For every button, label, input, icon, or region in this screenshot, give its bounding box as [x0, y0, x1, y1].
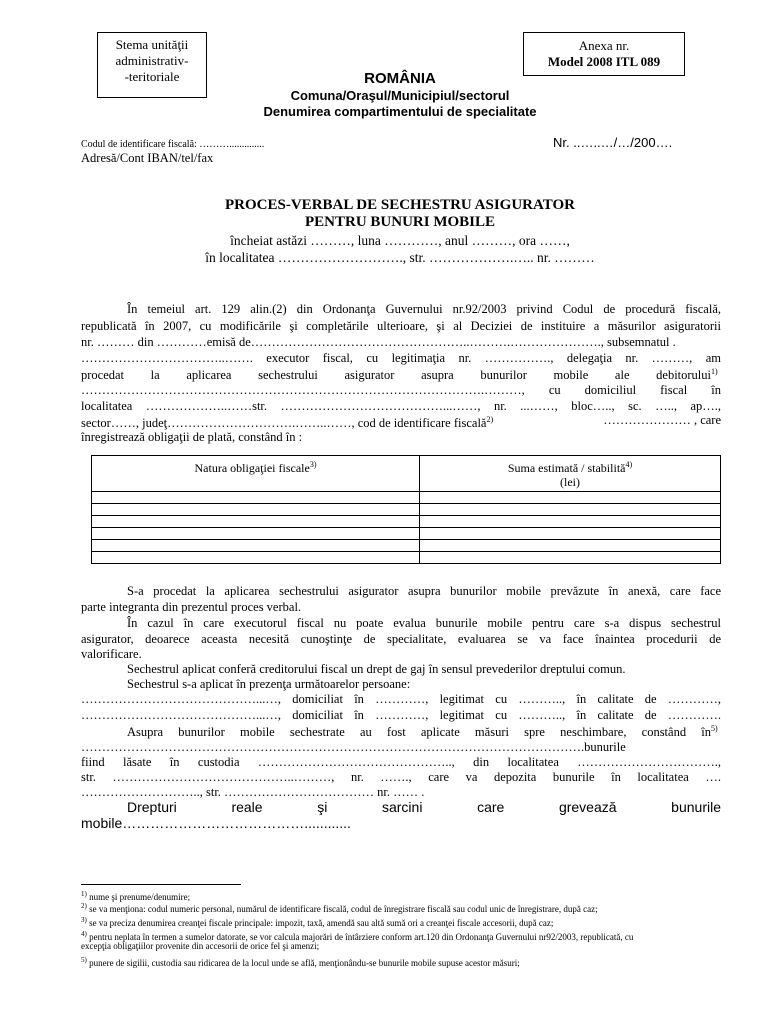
paragraph-line: ……………………………………...…, domiciliat în …………, legitimat cu ……….., în calitate de …………. — [81, 708, 721, 722]
footnote-ref: 1) — [711, 367, 718, 376]
paragraph-text: ………………… , care — [603, 413, 721, 427]
closing-line: mobile…………………………………............ — [81, 815, 351, 831]
address-field: Adresă/Cont IBAN/tel/fax — [81, 151, 214, 165]
table-row[interactable] — [92, 540, 721, 552]
footnote: $^{1)}$ nume şi prenume/denumire; — [81, 890, 191, 902]
model-label: Model 2008 ITL 089 — [547, 54, 661, 69]
paragraph-line: ……………………….., str. ……………………………… nr. …… . — [81, 785, 425, 799]
table-row[interactable] — [92, 552, 721, 564]
coat-of-arms-box — [97, 32, 207, 98]
table-row[interactable] — [92, 504, 721, 516]
paragraph-line: valorificare. — [81, 647, 142, 661]
table-row[interactable] — [92, 492, 721, 504]
footnote: $^{5)}$ punere de sigilii, custodia sau ridicarea de la locul unde se află, menţionându-se bunurile mobile supuse acestor măsuri; — [81, 956, 520, 968]
paragraph-line: str. ……………………………………..………, nr. ……., care va depozita bunurile în localitatea …. — [81, 770, 721, 784]
paragraph-line: parte integranta din prezentul proces verbal. — [81, 600, 302, 614]
country-title: ROMÂNIA — [364, 70, 436, 87]
footnote-divider — [81, 884, 241, 885]
fiscal-code-field: Codul de identificare fiscală: ……….............. — [81, 139, 265, 150]
table-row[interactable] — [92, 528, 721, 540]
document-number: Nr. ..…..…/…/200…. — [553, 135, 673, 150]
footnote: excepţia obligaţiilor provenite din accesorii de orice fel şi amenzi; — [81, 941, 320, 951]
footnote-mark: 1) — [81, 890, 87, 898]
stema-line: administrativ- — [115, 53, 189, 68]
footnote-ref: 3) — [309, 460, 317, 469]
footnote: $^{4)}$ pentru neplata în termen a sumelor datorate, se vor calcula majorări de întârziere conform art.120 din Ordonanţa Guvernului nr92/2003, republicată, cu — [81, 930, 634, 942]
paragraph-line: …………………………………………………………………………………….………, cu domiciliul fiscal în — [81, 383, 721, 397]
paragraph-text: Asupra bunurilor mobile sechestrate au fost aplicate măsuri spre neschimbare, constând în — [127, 725, 711, 740]
footnote-mark: 3) — [81, 916, 87, 924]
paragraph-line: În temeiul art. 129 alin.(2) din Ordonanţa Guvernului nr.92/2003 privind Codul de procedură fiscală, — [127, 302, 721, 316]
paragraph-line: înregistrează obligaţii de plată, constând în : — [81, 430, 303, 444]
obligations-table-wrap — [91, 455, 721, 564]
paragraph-line: asigurator, deoarece aceasta necesită cunoştinţe de specialitate, evaluarea se va face înaintea procedurii de — [81, 632, 721, 646]
annex-label: Anexa nr. — [578, 38, 630, 53]
footnote-ref: 2) — [486, 415, 494, 424]
column-header-nature: Natura obligaţiei fiscale$^{3)}$ — [92, 456, 420, 492]
paragraph-line: republicată în 2007, cu modificările şi completările ulterioare, şi al Deciziei de instituire a măsurilor asiguratorii — [81, 319, 721, 333]
table-row[interactable] — [92, 516, 721, 528]
document-title: PROCES-VERBAL DE SECHESTRU ASIGURATOR — [225, 197, 575, 213]
paragraph-line: ……………………………..……. executor fiscal, cu legitimaţia nr. ……………., delegaţia nr. ………, am — [81, 351, 721, 365]
stema-line: -teritoriale — [124, 69, 180, 84]
document-subtitle: PENTRU BUNURI MOBILE — [304, 214, 496, 230]
paragraph-line: ……………………………………...…, domiciliat în …………, legitimat cu ……….., în calitate de …………, — [81, 692, 721, 706]
paragraph-text: procedat la aplicarea sechestrului asigurator asupra bunurilor mobile ale debitorului — [81, 368, 711, 383]
footnote-ref: 5) — [711, 724, 718, 733]
footnote-ref: 4) — [625, 460, 633, 469]
column-header-amount: Suma estimată / stabilită$^{4)}$ (lei) — [420, 456, 721, 492]
footnote: $^{3)}$ se va preciza denumirea creanţei fiscale principale: impozit, taxă, amendă sau altă sumă ori a creanţei fiscale accesorii, după caz; — [81, 916, 554, 928]
footnote-mark: 2) — [81, 902, 87, 910]
stema-line: Stema unităţii — [115, 37, 189, 52]
paragraph-line: fiind lăsate în custodia ……………………………………….., din localitatea ……………………………., — [81, 755, 721, 769]
obligations-table — [91, 455, 721, 564]
paragraph-line: Sechestrul aplicat conferă creditorului fiscal un drept de gaj în sensul prevederilor dreptului comun. — [127, 662, 626, 676]
paragraph-text: sector……, judeţ………………………….……..……, cod de identificare fiscală — [81, 416, 487, 431]
paragraph-line — [127, 721, 721, 740]
paragraph-line: În cazul în care executorul fiscal nu poate evalua bunurile mobile pentru care s-a dispus sechestrul — [127, 616, 721, 630]
closing-line: Drepturi reale şi sarcini care grevează bunurile — [127, 799, 721, 815]
paragraph-line: localitatea ………………..……str. …………………………………...……, nr. ...……, bloc….., sc. ….., ap…., — [81, 399, 721, 413]
paragraph-line: S-a procedat la aplicarea sechestrului asigurator asupra bunurilor mobile prevăzute în anexă, care face — [127, 584, 721, 598]
paragraph-line — [81, 364, 721, 383]
table-header-row — [92, 456, 721, 492]
paragraph-line: Sechestrul s-a aplicat în prezenţa următoarelor persoane: — [127, 677, 411, 691]
footnote-mark: 4) — [81, 930, 87, 938]
paragraph-line: nr. ……… din …………emisă de……………………………………………..……….…………………., subsemnatul . — [81, 335, 676, 349]
locality-label: Comuna/Oraşul/Municipiul/sectorul — [290, 88, 510, 103]
footnote: $^{2)}$ se va menţiona: codul numeric personal, numărul de identificare fiscală, codul de înregistrare fiscală sau codul unic de înregistrare, după caz; — [81, 902, 598, 914]
date-line: încheiat astăzi ………, luna …………, anul ………, ora ……, — [230, 233, 570, 248]
location-line: în localitatea ………………………., str. ……………….….. nr. ……… — [205, 250, 595, 265]
amount-unit: (lei) — [560, 475, 580, 489]
footnote-mark: 5) — [81, 956, 87, 964]
paragraph-line: ………………………………………………………………………………………………………….bunurile — [81, 740, 626, 754]
department-label: Denumirea compartimentului de specialitate — [263, 104, 537, 119]
